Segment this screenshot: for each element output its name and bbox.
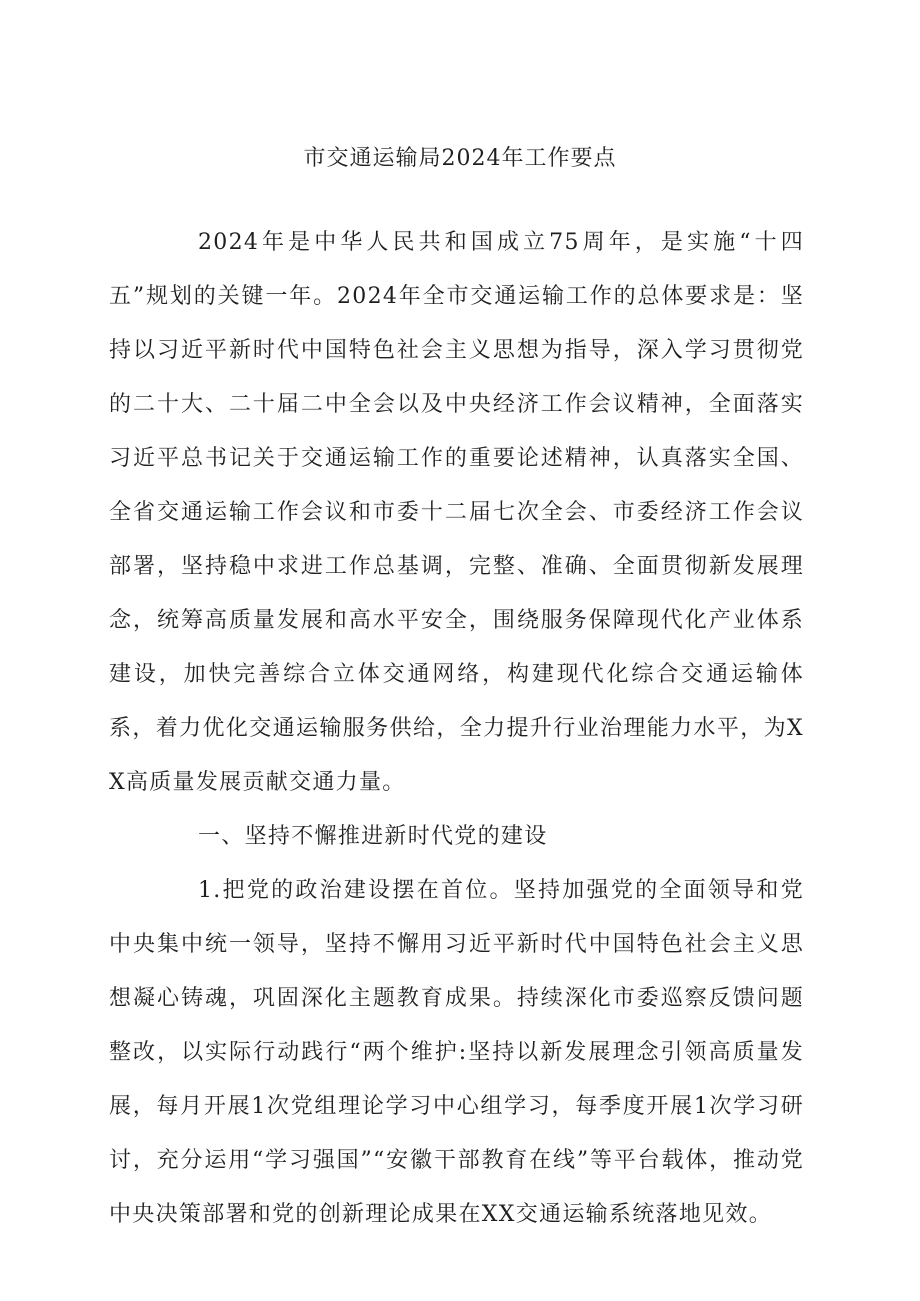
paragraph-intro: 2024年是中华人民共和国成立75周年，是实施“十四五”规划的关键一年。2024年全市交通运输工作的总体要求是：坚持以习近平新时代中国特色社会主义思想为指导，深入学习贯彻党的二十大、二十届二中全会以及中央经济工作会议精神，全面落实习近平总书记关于交通运输工作的重要论述精神，认真落实全国、全省交通运输工作会议和市委十二届七次全会、市委经济工作会议部署，坚持稳中求进工作总基调，完整、准确、全面贯彻新发展理念，统筹高质量发展和高水平安全，围绕服务保障现代化产业体系建设，加快完善综合立体交通网络，构建现代化综合交通运输体系，着力优化交通运输服务供给，全力提升行业治理能力水平，为XX高质量发展贡献交通力量。 <box>109 230 804 795</box>
document-body <box>109 216 804 1242</box>
paragraph-item-1: 1.把党的政治建设摆在首位。坚持加强党的全面领导和党中央集中统一领导，坚持不懈用习近平新时代中国特色社会主义思想凝心铸魂，巩固深化主题教育成果。持续深化市委巡察反馈问题整改，以实际行动践行“两个维护:坚持以新发展理念引领高质量发展，每月开展1次党组理论学习中心组学习，每季度开展1次学习研讨，充分运用“学习强国”“安徽干部教育在线”等平台载体，推动党中央决策部署和党的创新理论成果在XX交通运输系统落地见效。 <box>109 878 804 1227</box>
document-title: 市交通运输局2024年工作要点 <box>303 146 617 171</box>
section-heading-1: 一、坚持不懈推进新时代党的建设 <box>198 824 548 849</box>
